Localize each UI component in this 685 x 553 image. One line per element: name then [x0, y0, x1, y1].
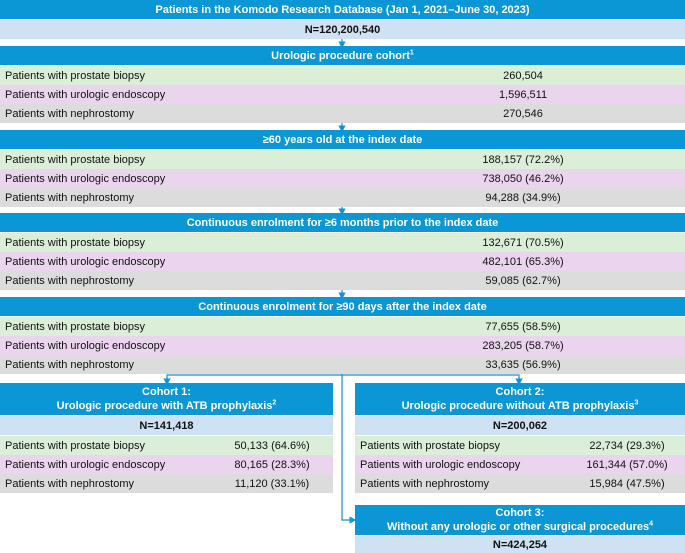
row-value: 132,671 (70.5%)	[482, 236, 564, 249]
cohort2-n: N=200,062	[492, 419, 548, 432]
row-value: 260,504	[503, 69, 543, 82]
cohort3-line1: Cohort 3:	[495, 507, 545, 519]
row-value: 161,344 (57.0%)	[586, 458, 668, 471]
row-value: 80,165 (28.3%)	[234, 458, 310, 471]
row-label: Patients with urologic endoscopy	[5, 88, 166, 101]
cohort2-line2: Urologic procedure without ATB prophylaxis$^3$	[401, 399, 639, 412]
row-value: 11,120 (33.1%)	[234, 477, 310, 490]
cohort1-line2: Urologic procedure with ATB prophylaxis$^2$	[56, 399, 277, 412]
row-label: Patients with nephrostomy	[5, 191, 135, 204]
row-label: Patients with nephrostomy	[360, 477, 490, 490]
branch-line	[167, 375, 519, 382]
database-title: Patients in the Komodo Research Database (Jan 1, 2021–June 30, 2023)	[155, 3, 530, 16]
row-label: Patients with urologic endoscopy	[5, 339, 166, 352]
step-title: Continuous enrolment for ≥6 months prior to the index date	[186, 216, 499, 229]
row-value: 59,085 (62.7%)	[485, 274, 561, 287]
row-label: Patients with prostate biopsy	[5, 69, 146, 82]
row-value: 22,734 (29.3%)	[589, 439, 665, 452]
total-n: N=120,200,540	[304, 23, 381, 36]
row-value: 270,546	[503, 107, 543, 120]
row-value: 1,596,511	[498, 88, 548, 101]
row-value: 33,635 (56.9%)	[485, 358, 561, 371]
row-label: Patients with urologic endoscopy	[5, 458, 166, 471]
step-title: ≥60 years old at the index date	[262, 133, 423, 146]
row-label: Patients with prostate biopsy	[360, 439, 501, 452]
row-label: Patients with nephrostomy	[5, 274, 135, 287]
row-value: 188,157 (72.2%)	[482, 153, 564, 166]
row-label: Patients with nephrostomy	[5, 358, 135, 371]
row-label: Patients with urologic endoscopy	[5, 172, 166, 185]
cohort1-n: N=141,418	[139, 419, 194, 432]
cohort2-line1: Cohort 2:	[495, 386, 545, 398]
row-value: 50,133 (64.6%)	[234, 439, 310, 452]
arrow-to-cohort3	[342, 374, 353, 520]
row-value: 77,655 (58.5%)	[485, 320, 561, 333]
row-label: Patients with nephrostomy	[5, 107, 135, 120]
row-label: Patients with urologic endoscopy	[360, 458, 521, 471]
row-value: 482,101 (65.3%)	[482, 255, 564, 268]
row-label: Patients with prostate biopsy	[5, 153, 146, 166]
row-value: 283,205 (58.7%)	[482, 339, 564, 352]
cohort3-n: N=424,254	[492, 538, 548, 551]
cohort1-line1: Cohort 1:	[142, 386, 191, 398]
row-label: Patients with prostate biopsy	[5, 439, 146, 452]
row-label: Patients with prostate biopsy	[5, 236, 146, 249]
row-label: Patients with prostate biopsy	[5, 320, 146, 333]
row-label: Patients with urologic endoscopy	[5, 255, 166, 268]
step-title: Continuous enrolment for ≥90 days after the index date	[198, 300, 487, 313]
row-value: 738,050 (46.2%)	[482, 172, 564, 185]
step-title: Urologic procedure cohort$^1$	[271, 48, 414, 62]
row-value: 94,288 (34.9%)	[485, 191, 561, 204]
row-value: 15,984 (47.5%)	[589, 477, 665, 490]
cohort3-line2: Without any urologic or other surgical procedures$^4$	[386, 520, 653, 533]
row-label: Patients with nephrostomy	[5, 477, 135, 490]
